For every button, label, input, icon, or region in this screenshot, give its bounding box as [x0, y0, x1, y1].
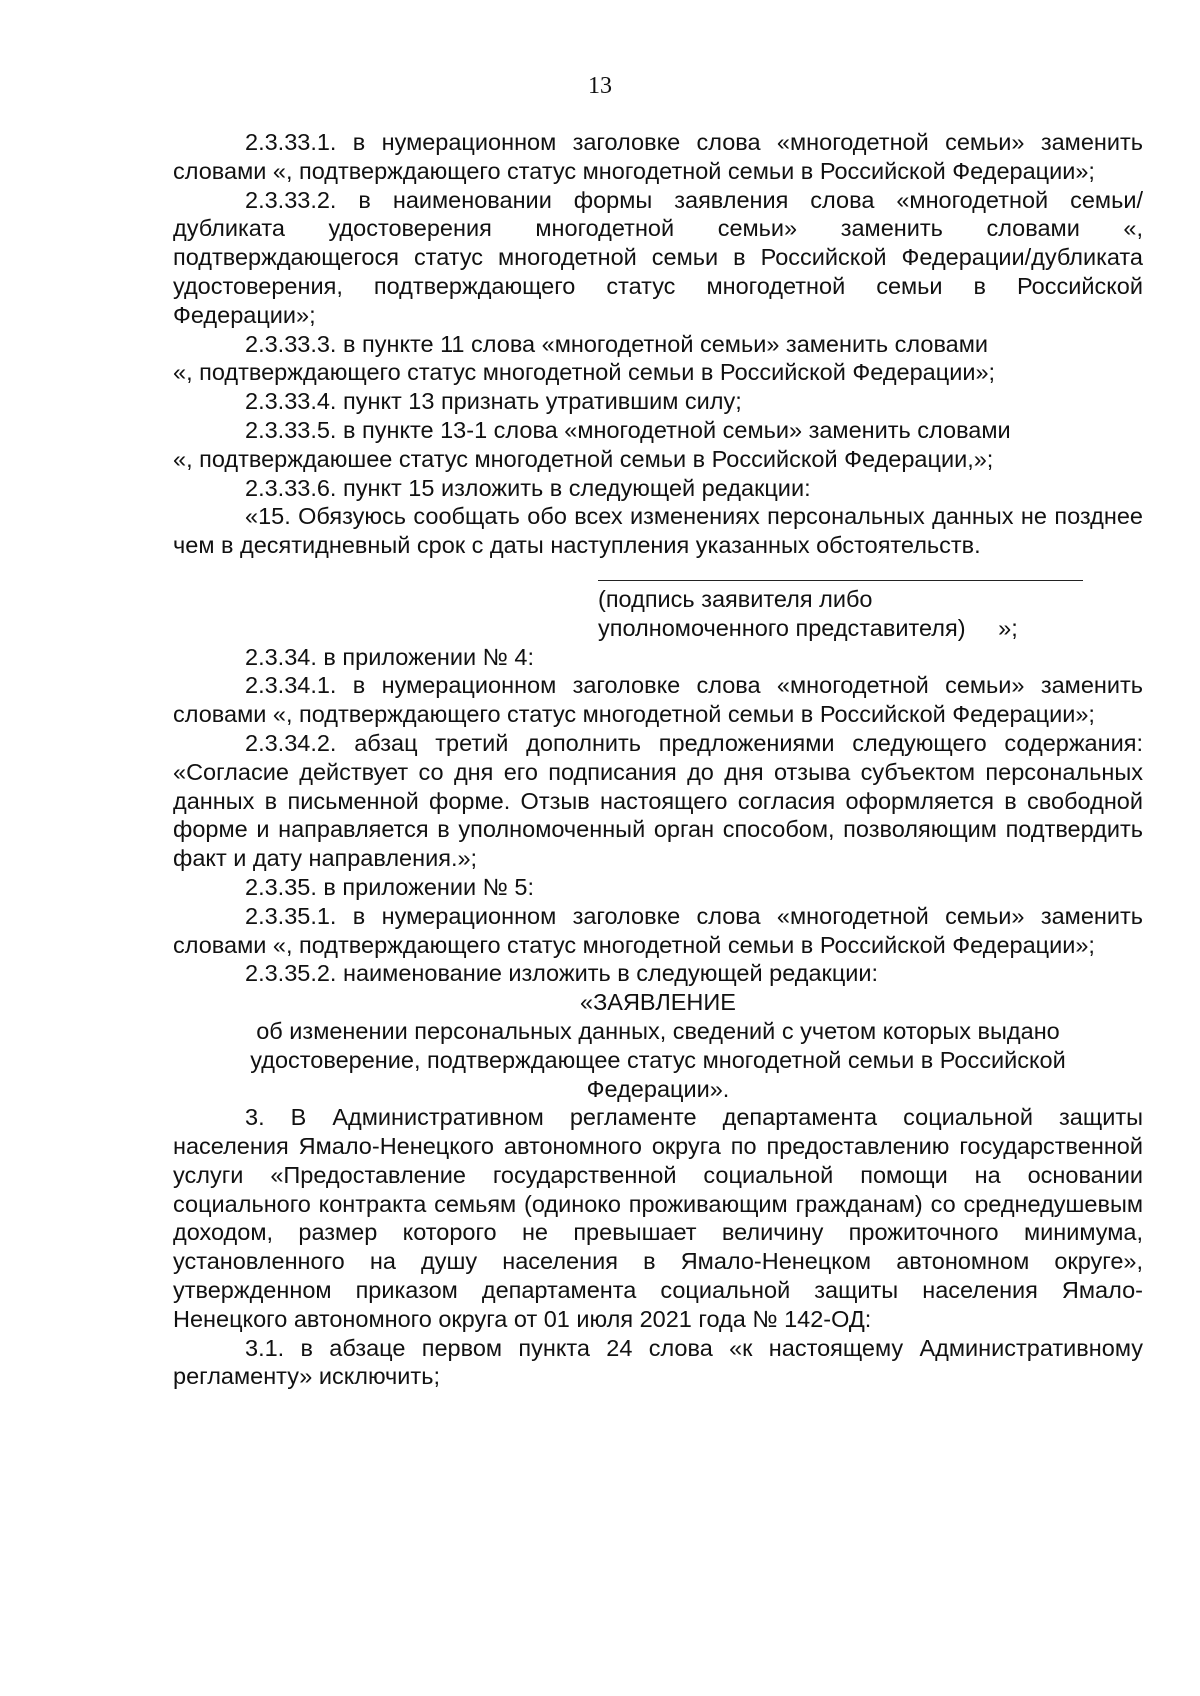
- form-subtitle: об изменении персональных данных, сведений с учетом которых выдано удостоверение, подтверждающее статус многодетной семьи в Российской Федерации».: [250, 1017, 1066, 1102]
- paragraph: 2.3.33.3. в пункте 11 слова «многодетной семьи» заменить словами: [245, 330, 989, 357]
- form-title: «ЗАЯВЛЕНИЕ: [580, 989, 736, 1016]
- signature-caption: (подпись заявителя либо: [598, 585, 873, 612]
- paragraph: «, подтверждаюшее статус многодетной семьи в Российской Федерации,»;: [173, 445, 994, 472]
- paragraph: 2.3.34.2. абзац третий дополнить предложениями следующего содержания: «Согласие действует со дня его подписания до дня отзыва субъектом персональных данных в письменной форме. Отзыв настоящего согласия оформляется в свободной форме и направляется в уполномоченный орган способом, позволяющим подтвердить факт и дату направления.»;: [173, 729, 1143, 872]
- document-body: [173, 128, 1143, 1391]
- paragraph: 2.3.34. в приложении № 4:: [245, 643, 534, 670]
- page-number: 13: [588, 73, 612, 99]
- paragraph: 2.3.35.2. наименование изложить в следующей редакции:: [245, 960, 879, 987]
- paragraph: 2.3.33.1. в нумерационном заголовке слова «многодетной семьи» заменить словами «, подтверждающего статус многодетной семьи в Российской Федерации»;: [173, 129, 1143, 184]
- paragraph: 2.3.33.2. в наименовании формы заявления слова «многодетной семьи/дубликата удостоверения многодетной семьи» заменить словами «, подтверждающегося статус многодетной семьи в Российской Федерации/дубликата удостоверения, подтверждающего статус многодетной семьи в Российской Федерации»;: [173, 186, 1143, 328]
- paragraph: 2.3.33.4. пункт 13 признать утратившим силу;: [245, 388, 742, 415]
- paragraph: «15. Обязуюсь сообщать обо всех изменениях персональных данных не позднее чем в десятидневный срок с даты наступления указанных обстоятельств.: [173, 503, 1143, 559]
- signature-caption: уполномоченного представителя) »;: [598, 614, 1018, 641]
- paragraph: 2.3.35. в приложении № 5:: [245, 873, 534, 900]
- paragraph: 3. В Административном регламенте департамента социальной защиты населения Ямало-Ненецкого автономного округа по предоставлению государственной услуги «Предоставление государственной социальной помощи на основании социального контракта семьям (одиноко проживающим гражданам) со среднедушевым доходом, размер которого не превышает величину прожиточного минимума, установленного на душу населения в Ямало-Ненецком автономном округе», утвержденном приказом департамента социальной защиты населения Ямало-Ненецкого автономного округа от 01 июля 2021 года № 142-ОД:: [173, 1104, 1143, 1332]
- paragraph: 2.3.34.1. в нумерационном заголовке слова «многодетной семьи» заменить словами «, подтверждающего статус многодетной семьи в Российской Федерации»;: [173, 672, 1143, 728]
- paragraph: 3.1. в абзаце первом пункта 24 слова «к настоящему Административному регламенту» исключить;: [173, 1334, 1143, 1390]
- paragraph: 2.3.33.5. в пункте 13-1 слова «многодетной семьи» заменить словами: [245, 416, 1011, 443]
- paragraph: 2.3.33.6. пункт 15 изложить в следующей редакции:: [245, 474, 811, 501]
- paragraph: 2.3.35.1. в нумерационном заголовке слова «многодетной семьи» заменить словами «, подтверждающего статус многодетной семьи в Российской Федерации»;: [173, 902, 1143, 958]
- paragraph: «, подтверждающего статус многодетной семьи в Российской Федерации»;: [173, 359, 996, 386]
- signature-line: [598, 560, 1083, 581]
